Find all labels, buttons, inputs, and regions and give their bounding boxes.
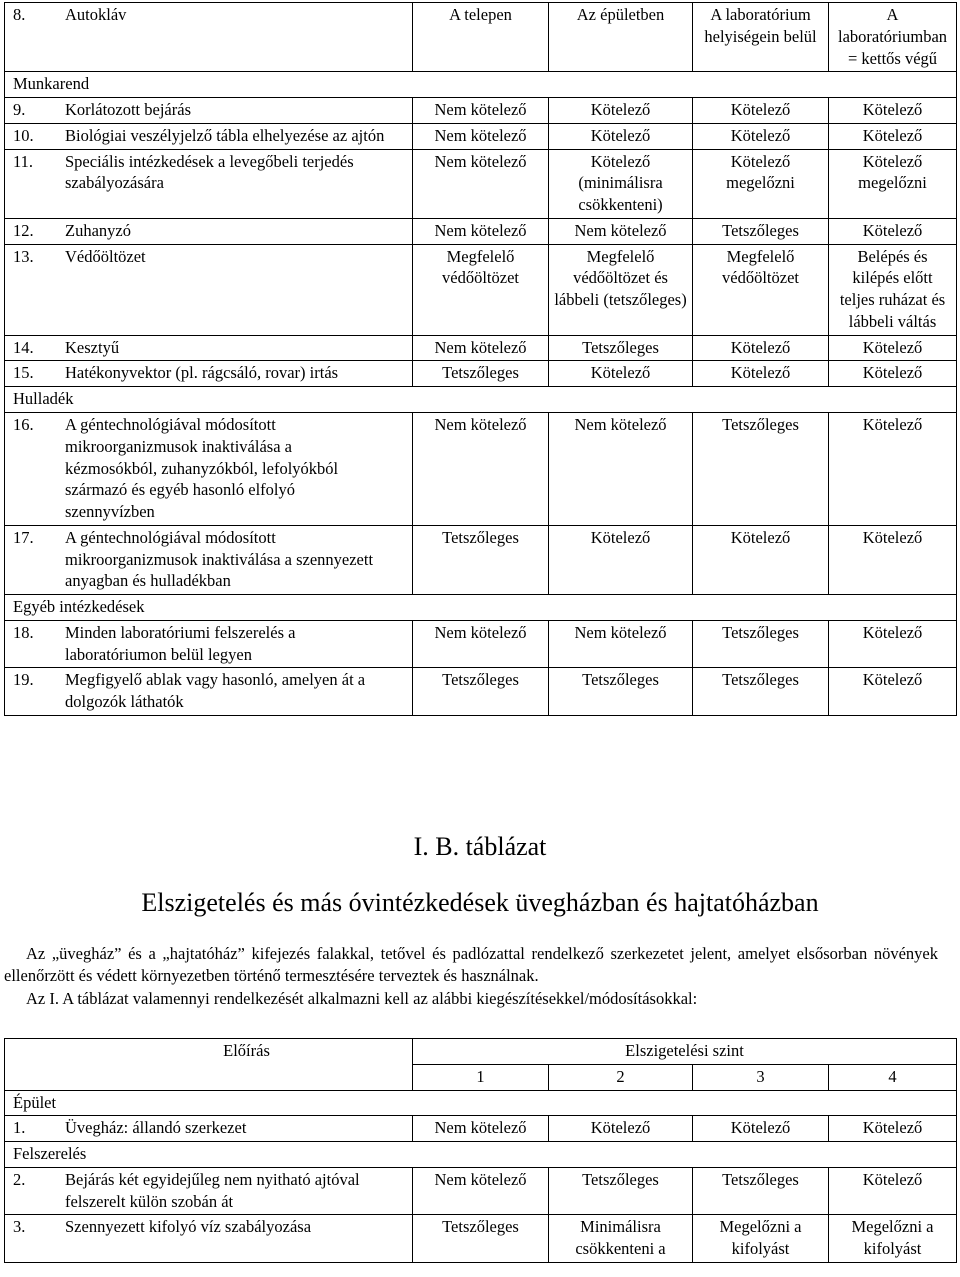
- row-label: Kesztyű: [65, 337, 120, 357]
- table-row: [5, 149, 957, 218]
- table-row: [5, 3, 957, 72]
- level-value-cell: Kötelező: [829, 620, 957, 668]
- header-requirement: Előírás: [5, 1039, 413, 1091]
- level-value-cell: Kötelező: [829, 525, 957, 594]
- section-label: Felszerelés: [5, 1142, 957, 1168]
- level-value-cell: Kötelező: [693, 361, 829, 387]
- level-value-cell: Kötelező: [829, 361, 957, 387]
- section-label: Épület: [5, 1090, 957, 1116]
- row-number: 15.: [13, 363, 34, 383]
- level-value-cell: Tetszőleges: [549, 668, 693, 716]
- level-value-cell: Kötelező megelőzni: [693, 149, 829, 218]
- section-label: Egyéb intézkedések: [5, 595, 957, 621]
- table-row: [5, 1215, 957, 1263]
- row-description: [5, 218, 413, 244]
- row-description: [5, 1116, 413, 1142]
- section-label: Hulladék: [5, 387, 957, 413]
- level-value-cell: Belépés és kilépés előtt teljes ruházat és lábbeli váltás: [829, 244, 957, 335]
- level-value-cell: Nem kötelező: [549, 620, 693, 668]
- row-description: [5, 3, 413, 72]
- level-value-cell: Kötelező: [829, 123, 957, 149]
- row-number: 14.: [13, 337, 34, 357]
- row-number: 16.: [13, 415, 34, 435]
- level-value-cell: Tetszőleges: [693, 1167, 829, 1215]
- section-row: [5, 595, 957, 621]
- level-value-cell: Kötelező: [549, 525, 693, 594]
- row-label: A géntechnológiával módosított mikroorganizmusok inaktiválása a szennyezett anyagban és hulladékban: [65, 527, 374, 591]
- row-number: 3.: [13, 1217, 26, 1237]
- level-value-cell: Nem kötelező: [549, 218, 693, 244]
- level-value-cell: Tetszőleges: [413, 361, 549, 387]
- level-value-cell: A laboratóriumban = kettős végű: [829, 3, 957, 72]
- level-value-cell: Megfelelő védőöltözet: [413, 244, 549, 335]
- level-value-cell: Kötelező: [829, 1167, 957, 1215]
- row-number: 13.: [13, 246, 34, 266]
- level-value-cell: Tetszőleges: [693, 620, 829, 668]
- row-label: Zuhanyzó: [65, 220, 131, 240]
- row-label: Megfigyelő ablak vagy hasonló, amelyen át a dolgozók láthatók: [65, 670, 366, 712]
- table-header-row: [5, 1039, 957, 1065]
- level-value-cell: Nem kötelező: [413, 1116, 549, 1142]
- level-value-cell: Kötelező: [693, 335, 829, 361]
- row-number: 17.: [13, 527, 34, 547]
- table-row: [5, 335, 957, 361]
- containment-table-1: [4, 2, 957, 716]
- level-value-cell: Nem kötelező: [413, 218, 549, 244]
- row-label: Bejárás két egyidejűleg nem nyitható ajtóval felszerelt külön szobán át: [65, 1169, 360, 1211]
- level-value-cell: Minimálisra csökkenteni a: [549, 1215, 693, 1263]
- level-value-cell: Nem kötelező: [549, 413, 693, 526]
- table-caption: I. B. táblázat: [413, 832, 547, 861]
- level-value-cell: Kötelező: [829, 335, 957, 361]
- intro-paragraph-1: Az „üvegház” és a „hajtatóház” kifejezés falakkal, tetővel és padlózattal rendelkező szerkezetet jelent, amelyet elsősorban növények ellenőrzött és védett környezetben történő termesztésére terveztek és használnak.: [4, 944, 938, 986]
- level-value-cell: Tetszőleges: [413, 1215, 549, 1263]
- section-row: [5, 387, 957, 413]
- intro-text: [4, 943, 938, 1010]
- level-value-cell: Nem kötelező: [413, 98, 549, 124]
- level-value-cell: Tetszőleges: [693, 413, 829, 526]
- row-number: 10.: [13, 125, 34, 145]
- table-row: [5, 668, 957, 716]
- table-row: [5, 1167, 957, 1215]
- table-row: [5, 244, 957, 335]
- row-label: Speciális intézkedések a levegőbeli terjedés szabályozására: [65, 151, 354, 193]
- row-label: Védőöltözet: [65, 246, 146, 266]
- level-value-cell: Kötelező: [549, 1116, 693, 1142]
- row-description: [5, 620, 413, 668]
- level-value-cell: Tetszőleges: [413, 668, 549, 716]
- header-containment-level: Elszigetelési szint: [413, 1039, 957, 1065]
- table-row: [5, 123, 957, 149]
- level-value-cell: Kötelező: [693, 1116, 829, 1142]
- level-value-cell: Kötelező: [829, 668, 957, 716]
- level-value-cell: Kötelező: [829, 1116, 957, 1142]
- table-row: [5, 218, 957, 244]
- section-row: [5, 1142, 957, 1168]
- level-value-cell: Megelőzni a kifolyást: [829, 1215, 957, 1263]
- row-number: 8.: [13, 5, 26, 24]
- row-label: Hatékonyvektor (pl. rágcsáló, rovar) irtás: [65, 363, 339, 383]
- row-number: 11.: [13, 151, 34, 171]
- section-title: Elszigetelés és más óvintézkedések üvegházban és hajtatóházban: [141, 888, 819, 917]
- row-label: Szennyezett kifolyó víz szabályozása: [65, 1217, 312, 1237]
- level-value-cell: Nem kötelező: [413, 413, 549, 526]
- level-value-cell: Nem kötelező: [413, 620, 549, 668]
- section-row: [5, 1090, 957, 1116]
- level-value-cell: Az épületben: [549, 3, 693, 72]
- row-description: [5, 413, 413, 526]
- level-cell: 2: [549, 1064, 693, 1090]
- level-value-cell: Tetszőleges: [693, 668, 829, 716]
- level-value-cell: Tetszőleges: [693, 218, 829, 244]
- row-number: 12.: [13, 220, 34, 240]
- row-description: [5, 668, 413, 716]
- level-value-cell: Kötelező megelőzni: [829, 149, 957, 218]
- level-cell: 4: [829, 1064, 957, 1090]
- level-value-cell: Tetszőleges: [549, 335, 693, 361]
- level-value-cell: Kötelező: [549, 361, 693, 387]
- row-description: [5, 98, 413, 124]
- row-label: A géntechnológiával módosított mikroorganizmusok inaktiválása a kézmosókból, zuhanyzókból, lefolyókból származó és egyéb hasonló elfolyó szennyvízben: [65, 415, 339, 522]
- table-row: [5, 1116, 957, 1142]
- table-row: [5, 413, 957, 526]
- level-value-cell: Tetszőleges: [413, 525, 549, 594]
- intro-paragraph-2: Az I. A táblázat valamennyi rendelkezését alkalmazni kell az alábbi kiegészítésekkel/módosításokkal:: [26, 988, 698, 1008]
- row-label: Autokláv: [65, 5, 127, 24]
- level-value-cell: Kötelező: [829, 98, 957, 124]
- level-value-cell: Nem kötelező: [413, 149, 549, 218]
- row-description: [5, 149, 413, 218]
- row-number: 19.: [13, 670, 34, 690]
- level-value-cell: Kötelező: [693, 123, 829, 149]
- table-row: [5, 620, 957, 668]
- section-label: Munkarend: [5, 72, 957, 98]
- row-label: Korlátozott bejárás: [65, 100, 191, 120]
- row-label: Minden laboratóriumi felszerelés a laboratóriumon belül legyen: [65, 622, 296, 664]
- row-description: [5, 335, 413, 361]
- level-value-cell: Nem kötelező: [413, 1167, 549, 1215]
- level-value-cell: Kötelező: [693, 98, 829, 124]
- level-value-cell: Nem kötelező: [413, 335, 549, 361]
- level-value-cell: A laboratórium helyiségein belül: [693, 3, 829, 72]
- containment-table-2: [4, 1038, 957, 1263]
- level-value-cell: Kötelező: [829, 413, 957, 526]
- row-description: [5, 525, 413, 594]
- table-row: [5, 361, 957, 387]
- row-number: 2.: [13, 1169, 26, 1189]
- table-row: [5, 525, 957, 594]
- level-value-cell: Megfelelő védőöltözet: [693, 244, 829, 335]
- level-value-cell: Megelőzni a kifolyást: [693, 1215, 829, 1263]
- table-row: [5, 98, 957, 124]
- row-label: Biológiai veszélyjelző tábla elhelyezése az ajtón: [65, 125, 385, 145]
- level-cell: 3: [693, 1064, 829, 1090]
- row-description: [5, 1215, 413, 1263]
- section-row: [5, 72, 957, 98]
- level-cell: 1: [413, 1064, 549, 1090]
- level-value-cell: Nem kötelező: [413, 123, 549, 149]
- row-description: [5, 123, 413, 149]
- level-value-cell: Megfelelő védőöltözet és lábbeli (tetszőleges): [549, 244, 693, 335]
- row-label: Üvegház: állandó szerkezet: [65, 1118, 247, 1138]
- row-description: [5, 361, 413, 387]
- row-description: [5, 244, 413, 335]
- row-number: 18.: [13, 622, 34, 642]
- level-value-cell: A telepen: [413, 3, 549, 72]
- level-value-cell: Kötelező (minimálisra csökkenteni): [549, 149, 693, 218]
- row-number: 1.: [13, 1118, 26, 1138]
- level-value-cell: Kötelező: [829, 218, 957, 244]
- level-value-cell: Tetszőleges: [549, 1167, 693, 1215]
- level-value-cell: Kötelező: [693, 525, 829, 594]
- level-value-cell: Kötelező: [549, 98, 693, 124]
- row-description: [5, 1167, 413, 1215]
- row-number: 9.: [13, 100, 26, 120]
- level-value-cell: Kötelező: [549, 123, 693, 149]
